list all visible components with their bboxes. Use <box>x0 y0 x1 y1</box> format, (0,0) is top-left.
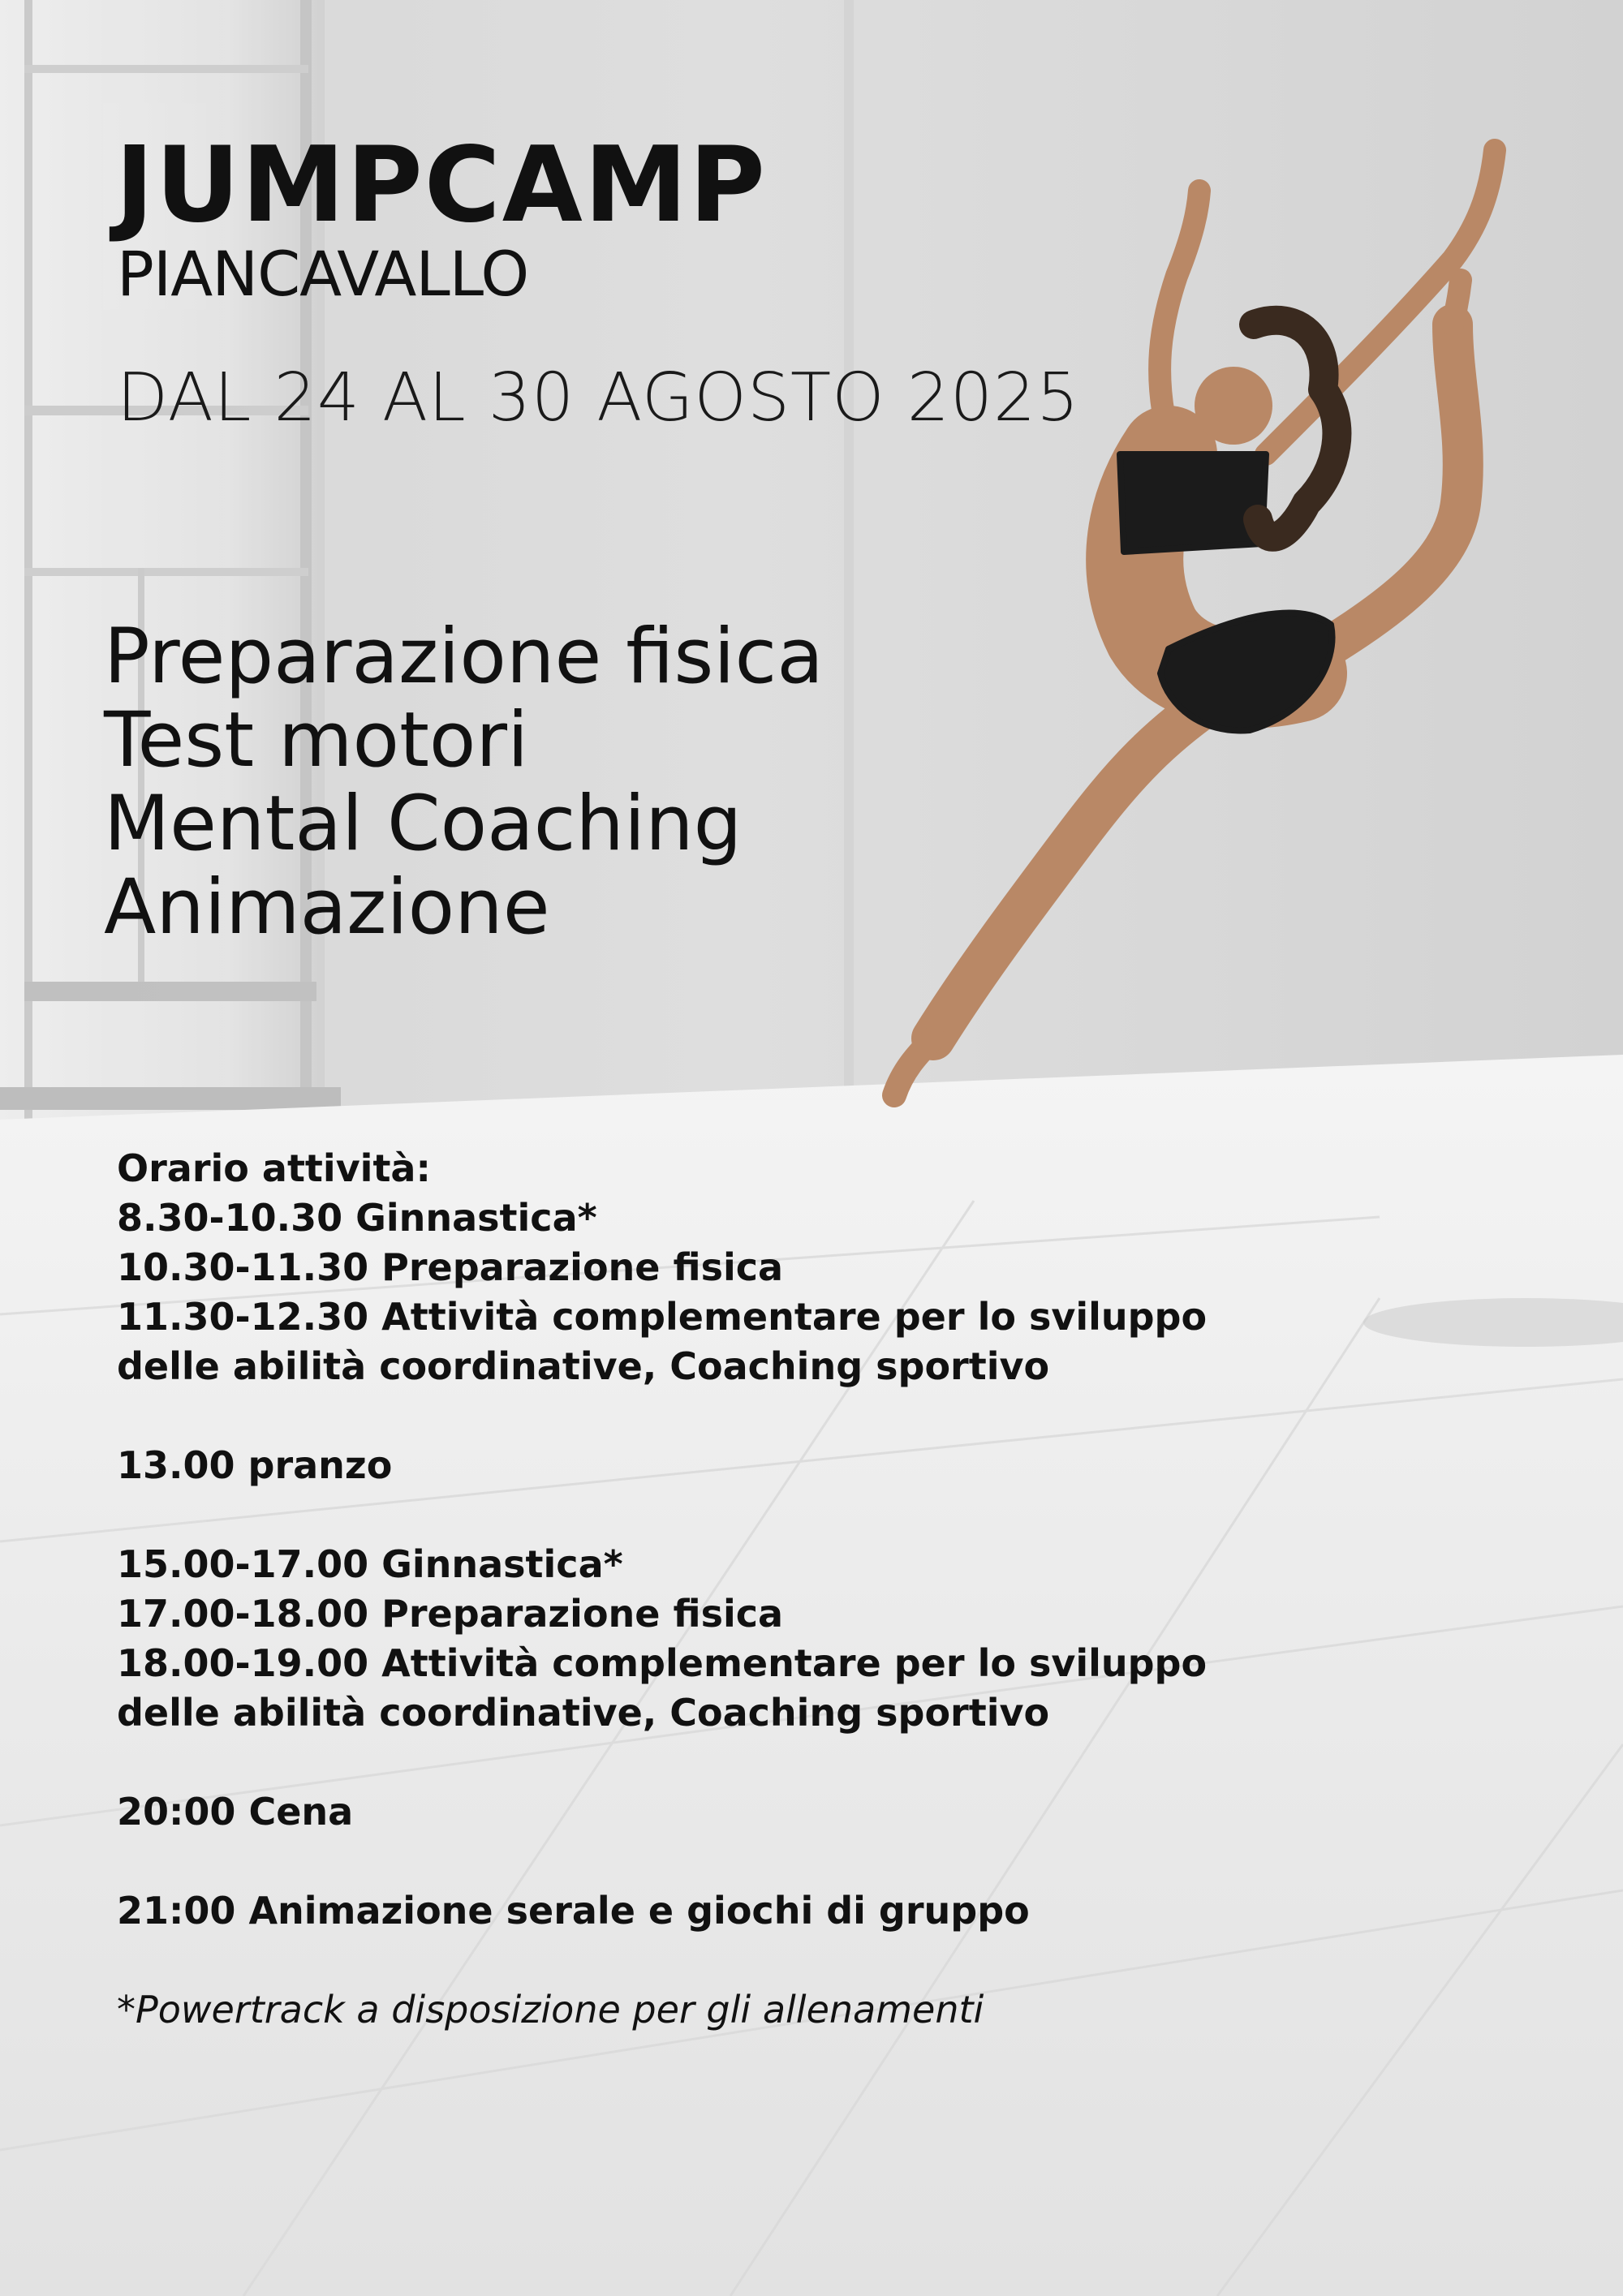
dancer-arm-left <box>1160 191 1199 438</box>
activities-list <box>104 613 824 952</box>
schedule-line: 17.00-18.00 Preparazione fisica <box>117 1592 784 1636</box>
dancer-foot-front <box>1453 280 1461 325</box>
schedule-line: 10.30-11.30 Preparazione fisica <box>117 1245 784 1289</box>
dancer-head <box>1195 367 1272 445</box>
schedule-spacer <box>117 1490 1172 1540</box>
schedule-evening: 21:00 Animazione serale e giochi di gruppo <box>117 1889 1030 1933</box>
schedule-lunch: 13.00 pranzo <box>117 1443 393 1487</box>
schedule-line: delle abilità coordinative, Coaching sportivo <box>117 1344 1050 1388</box>
schedule-spacer <box>117 1391 1172 1441</box>
event-title: JUMPCAMP <box>115 125 767 246</box>
schedule-dinner: 20:00 Cena <box>117 1790 354 1834</box>
event-dates: DAL 24 AL 30 AGOSTO 2025 <box>117 359 1080 436</box>
event-location: PIANCAVALLO <box>117 238 529 310</box>
schedule-line: 8.30-10.30 Ginnastica* <box>117 1196 597 1240</box>
schedule-footnote: *Powertrack a disposizione per gli allenamenti <box>117 1988 984 2032</box>
schedule-line: 15.00-17.00 Ginnastica* <box>117 1542 623 1586</box>
activity-item: Preparazione fisica <box>104 613 824 701</box>
dancer-leg-back <box>933 681 1242 1038</box>
dancer-foot-back <box>894 1038 933 1095</box>
schedule-line: delle abilità coordinative, Coaching sportivo <box>117 1691 1050 1735</box>
dancer-top <box>1120 454 1266 552</box>
schedule-heading: Orario attività: <box>117 1146 431 1190</box>
schedule-spacer <box>117 1738 1172 1787</box>
schedule-line: 11.30-12.30 Attività complementare per lo sviluppo <box>117 1295 1208 1339</box>
schedule-line: 18.00-19.00 Attività complementare per lo sviluppo <box>117 1641 1208 1685</box>
dancer <box>894 150 1495 1095</box>
activity-item: Animazione <box>104 863 550 952</box>
schedule <box>117 1144 1208 2035</box>
activity-item: Mental Coaching <box>104 780 743 868</box>
schedule-spacer <box>117 1837 1172 1886</box>
activity-item: Test motori <box>104 696 529 785</box>
schedule-spacer <box>117 1936 1172 1985</box>
